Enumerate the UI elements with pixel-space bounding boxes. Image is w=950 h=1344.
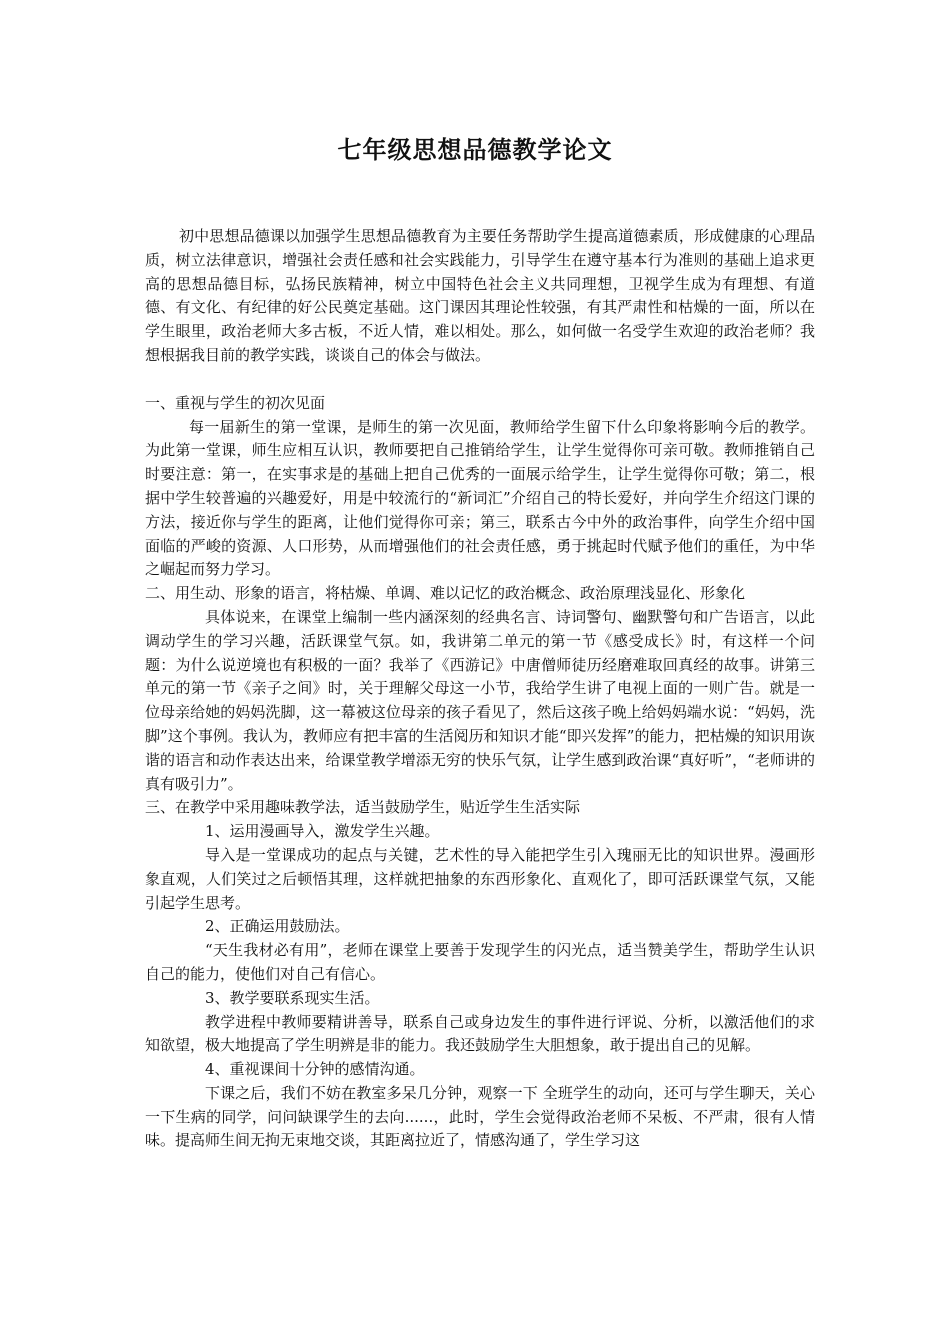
section-1-paragraph: 每一届新生的第一堂课，是师生的第一次见面，教师给学生留下什么印象将影响今后的教学。为此第一堂课，师生应相互认识，教师要把自己推销给学生，让学生觉得你可亲可敬。教师推销自己时要注意：第一，在实事求是的基础上把自己优秀的一面展示给学生，让学生觉得你可敬；第二，根据中学生较普遍的兴趣爱好，用是中较流行的“新词汇”介绍自己的特长爱好，并向学生介绍这门课的方法，接近你与学生的距离，让他们觉得你可亲；第三，联系古今中外的政治事件，向学生介绍中国面临的严峻的资源、人口形势，从而增强他们的社会责任感，勇于挑起时代赋予他们的重任，为中华之崛起而努力学习。 — [145, 417, 815, 579]
section-3-item-2-heading: 2、正确运用鼓励法。 — [205, 917, 350, 936]
paragraph-gap — [145, 368, 815, 392]
section-3-item-4-paragraph: 下课之后，我们不妨在教室多呆几分钟，观察一下 全班学生的动向，还可与学生聊天，关心一下生病的同学，问问缺课学生的去向......，此时，学生会觉得政治老师不呆板、不严肃，很有人情味。提高师生间无拘无束地交谈，其距离拉近了，情感沟通了，学生学习这 — [145, 1083, 815, 1150]
section-3-heading: 三、在教学中采用趣味教学法，适当鼓励学生，贴近学生生活实际 — [145, 798, 581, 817]
section-1-heading: 一、重视与学生的初次见面 — [145, 393, 326, 412]
section-3-item-2-paragraph: “天生我材必有用”，老师在课堂上要善于发现学生的闪光点，适当赞美学生，帮助学生认识自己的能力，使他们对自己有信心。 — [145, 941, 815, 983]
section-3-item-1-paragraph: 导入是一堂课成功的起点与关键，艺术性的导入能把学生引入瑰丽无比的知识世界。漫画形象直观，人们笑过之后顿悟其理，这样就把抽象的东西形象化、直观化了，即可活跃课堂气氛，又能引起学生思考。 — [145, 845, 815, 912]
section-3-item-1-heading: 1、运用漫画导入，激发学生兴趣。 — [205, 822, 440, 841]
intro-paragraph: 初中思想品德课以加强学生思想品德教育为主要任务帮助学生提高道德素质，形成健康的心理品质，树立法律意识，增强社会责任感和社会实践能力，引导学生在遵守基本行为准则的基础上追求更高的思想品德目标，弘扬民族精神，树立中国特色社会主义共同理想，卫视学生成为有理想、有道德、有文化、有纪律的好公民奠定基础。这门课因其理论性较强，有其严肃性和枯燥的一面，所以在学生眼里，政治老师大多古板，不近人情，难以相处。那么，如何做一名受学生欢迎的政治老师？我想根据我目前的教学实践，谈谈自己的体会与做法。 — [145, 227, 815, 364]
section-3-item-4-heading: 4、重视课间十分钟的感情沟通。 — [205, 1060, 425, 1079]
section-3-item-3-paragraph: 教学进程中教师要精讲善导，联系自己或身边发生的事件进行评说、分析，以激活他们的求知欲望，极大地提高了学生明辨是非的能力。我还鼓励学生大胆想象，敢于提出自己的见解。 — [145, 1012, 815, 1055]
document-title: 七年级思想品德教学论文 — [337, 136, 613, 164]
section-2-heading: 二、用生动、形象的语言，将枯燥、单调、难以记忆的政治概念、政治原理浅显化、形象化 — [145, 584, 746, 603]
section-2-paragraph: 具体说来，在课堂上编制一些内涵深刻的经典名言、诗词警句、幽默警句和广告语言，以此调动学生的学习兴趣，活跃课堂气氛。如，我讲第二单元的第一节《感受成长》时，有这样一个问题：为什么说逆境也有积极的一面？我举了《西游记》中唐僧师徒历经磨难取回真经的故事。讲第三单元的第一节《亲子之间》时，关于理解父母这一小节，我给学生讲了电视上面的一则广告。就是一位母亲给她的妈妈洗脚，这一幕被这位母亲的孩子看见了，然后这孩子晚上给妈妈端水说：“妈妈，洗脚”这个事例。我认为，教师应有把丰富的生活阅历和知识才能“即兴发挥”的能力，把枯燥的知识用诙谐的语言和动作表达出来，给课堂教学增添无穷的快乐气氛，让学生感到政治课“真好听”，“老师讲的真有吸引力”。 — [145, 607, 815, 793]
section-3-item-3-heading: 3、教学要联系现实生活。 — [205, 988, 380, 1007]
document-body — [145, 225, 815, 1153]
